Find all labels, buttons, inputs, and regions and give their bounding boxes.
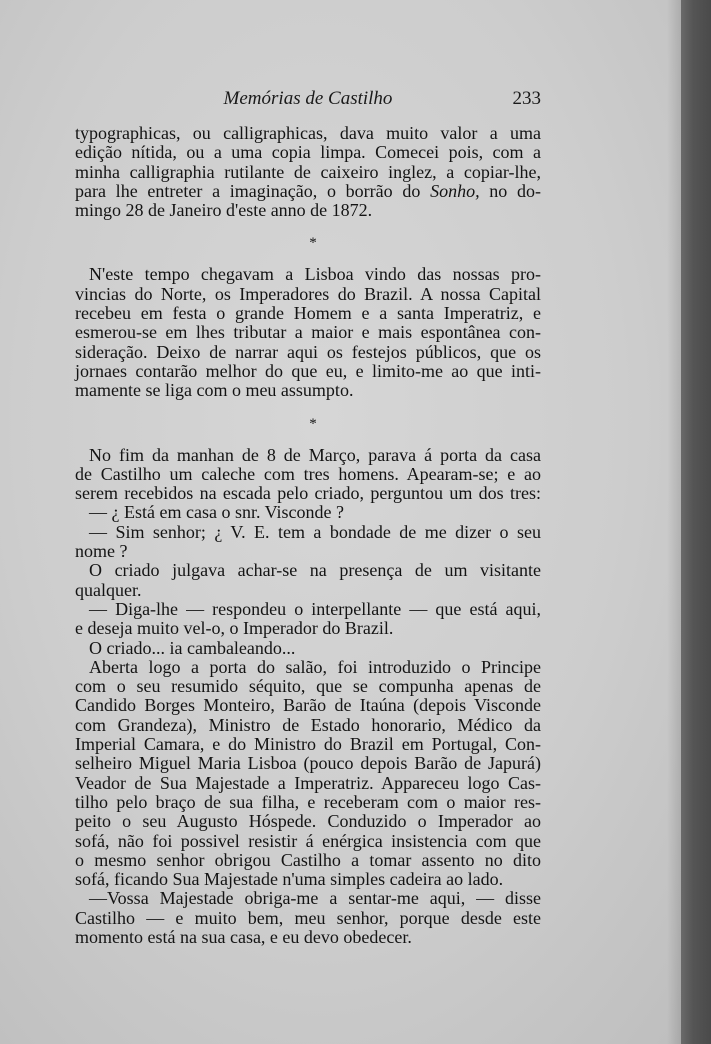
text-line: momento está na sua casa, e eu devo obedecer. xyxy=(75,926,412,947)
body-text xyxy=(75,124,541,947)
text-line: com o seu resumido séquito, que se compunha apenas de xyxy=(75,676,541,697)
text-line: serem recebidos na escada pelo criado, perguntou um dos tres: xyxy=(75,483,541,504)
text-line: — Diga-lhe — respondeu o interpellante — que está aqui, xyxy=(89,598,541,619)
text-line: qualquer. xyxy=(75,579,142,600)
text-line: O criado... ia cambaleando... xyxy=(89,637,296,658)
section-separator: * xyxy=(309,235,317,252)
text-fragment: no do- xyxy=(479,180,541,201)
paragraph-1 xyxy=(75,124,541,220)
text-line: N'este tempo chegavam a Lisboa vindo das nossas pro- xyxy=(89,264,541,285)
text-line: tilho pelo braço de sua filha, e receberam com o maior res- xyxy=(75,791,541,812)
text-line: Veador de Sua Majestade a Imperatriz. Appareceu logo Cas- xyxy=(75,772,541,793)
text-line: sofá, ficando Sua Majestade n'uma simples cadeira ao lado. xyxy=(75,869,504,890)
running-title: Memórias de Castilho xyxy=(223,88,393,109)
text-line: selheiro Miguel Maria Lisboa (pouco depois Barão de Japurá) xyxy=(75,753,541,774)
running-head xyxy=(75,88,541,112)
text-line xyxy=(75,182,541,201)
text-line: peito o seu Augusto Hóspede. Conduzido o Imperador ao xyxy=(75,811,541,832)
text-line: typographicas, ou calligraphicas, dava muito valor a uma xyxy=(75,123,541,143)
text-line: sofá, não foi possivel resistir á enérgica insistencia com que xyxy=(75,830,541,851)
paragraph-3 xyxy=(75,446,541,948)
text-line: e deseja muito vel-o, o Imperador do Brazil. xyxy=(75,618,394,639)
text-line: nome ? xyxy=(75,541,128,562)
text-line: o mesmo senhor obrigou Castilho a tomar assento no dito xyxy=(75,849,541,870)
text-line: mingo 28 de Janeiro d'este anno de 1872. xyxy=(75,200,373,221)
text-line: sideração. Deixo de narrar aqui os festejos públicos, que os xyxy=(75,341,541,362)
text-line: —Vossa Majestade obriga-me a sentar-me aqui, — disse xyxy=(89,888,541,909)
section-separator: * xyxy=(309,415,317,432)
text-line: Candido Borges Monteiro, Barão de Itaúna (depois Visconde xyxy=(75,695,541,716)
text-line: Imperial Camara, e do Ministro do Brazil em Portugal, Con- xyxy=(75,734,541,755)
text-line: — Sim senhor; ¿ V. E. tem a bondade de me dizer o seu xyxy=(89,521,541,542)
text-line: jornaes contarão melhor do que eu, e limito-me ao que inti- xyxy=(75,360,541,381)
text-line: de Castilho um caleche com tres homens. Apearam-se; e ao xyxy=(75,463,541,484)
text-line: com Grandeza), Ministro de Estado honorario, Médico da xyxy=(75,714,541,735)
text-line: Aberta logo a porta do salão, foi introduzido o Principe xyxy=(89,656,541,677)
text-line: recebeu em festa o grande Homem e a santa Imperatriz, e xyxy=(75,303,541,324)
text-line: — ¿ Está em casa o snr. Visconde ? xyxy=(89,502,345,523)
page-edge xyxy=(681,0,711,1044)
text-fragment: para lhe entreter a imaginação, o borrão do xyxy=(75,180,431,201)
text-line: O criado julgava achar-se na presença de um visitante xyxy=(89,560,541,581)
page-number: 233 xyxy=(512,88,541,109)
text-line: No fim da manhan de 8 de Março, parava á porta da casa xyxy=(89,444,541,465)
text-line: vincias do Norte, os Imperadores do Brazil. A nossa Capital xyxy=(75,283,541,304)
text-line: esmerou-se em lhes tributar a maior e mais espontânea con- xyxy=(75,322,541,343)
text-line: minha calligraphia rutilante de caixeiro inglez, a copiar-lhe, xyxy=(75,161,541,182)
text-line: mamente se liga com o meu assumpto. xyxy=(75,380,354,401)
italic-title-sonho: Sonho, xyxy=(430,180,480,201)
paragraph-2 xyxy=(75,265,541,400)
text-line: Castilho — e muito bem, meu senhor, porque desde este xyxy=(75,907,541,928)
text-line: edição nítida, ou a uma copia limpa. Comecei pois, com a xyxy=(75,142,541,163)
page-gutter-shadow xyxy=(667,0,681,1044)
